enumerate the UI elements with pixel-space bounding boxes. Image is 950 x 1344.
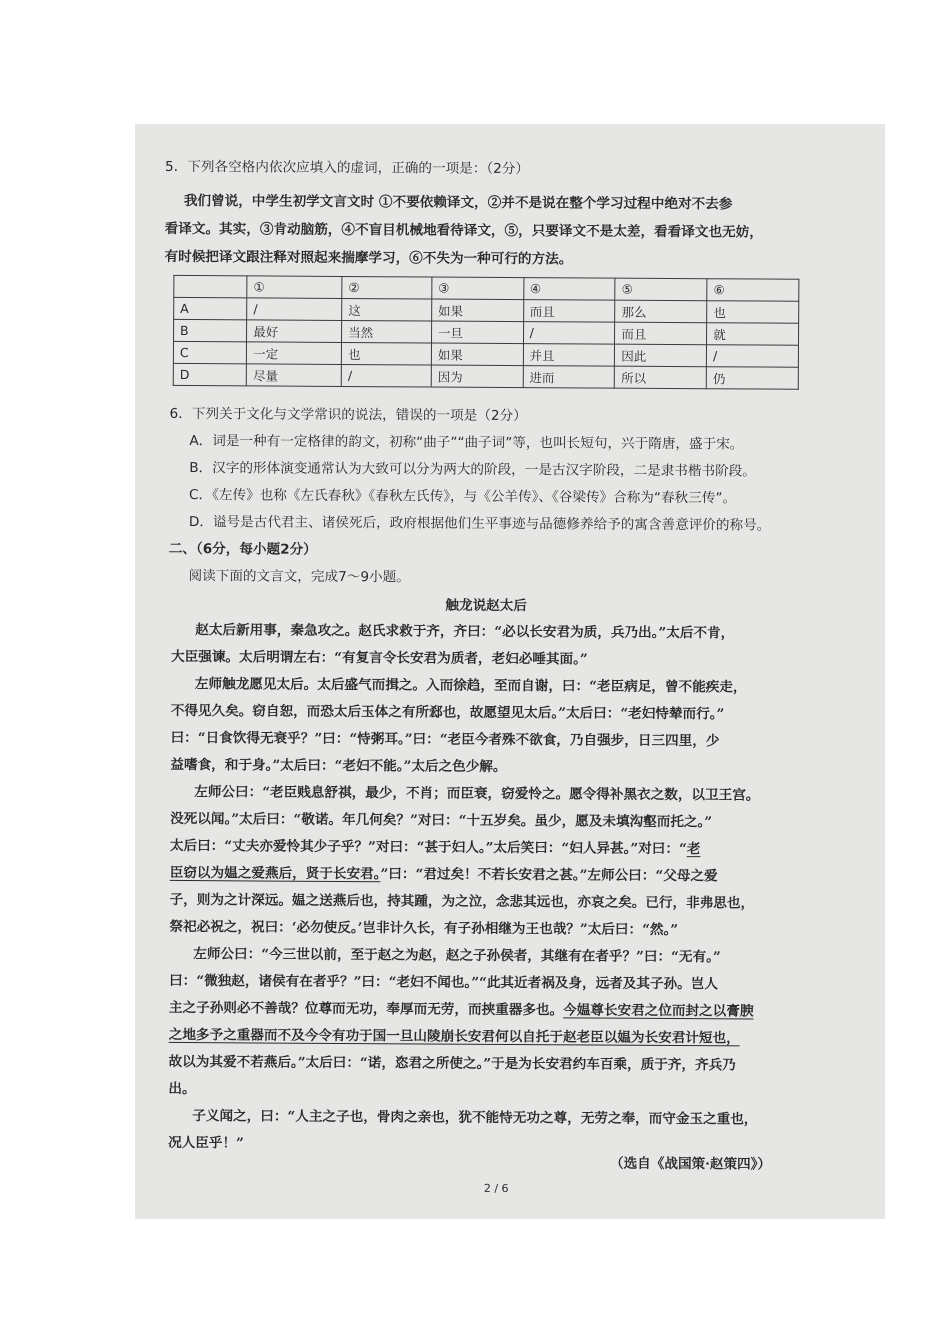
table-cell: 这 (342, 298, 432, 321)
table-cell: 也 (707, 301, 799, 324)
passage-line: 左师触龙愿见太后。太后盛气而揖之。入而徐趋，至而自谢，曰：“老臣病足，曾不能疾走， (194, 676, 747, 696)
q6-option-d: D．谥号是古代君主、诸侯死后，政府根据他们生平事迹与品德修养给予的寓含善意评价的称号。 (188, 514, 771, 534)
passage-line: 左师公曰：“老臣贱息舒祺，最少，不肖；而臣衰，窃爱怜之。愿令得补黑衣之数，以卫王宫。 (194, 784, 760, 804)
table-cell: 如果 (431, 299, 523, 322)
table-cell: ② (342, 276, 432, 299)
table-cell: ④ (523, 278, 615, 301)
passage-title: 触龙说赵太后 (445, 597, 528, 615)
table-cell: 进而 (523, 366, 615, 389)
q5-passage-line-1: 我们曾说，中学生初学文言文时 ①不要依赖译文，②并不是说在整个学习过程中绝对不去参 (183, 192, 733, 213)
passage-line: 益嗜食，和于身。”太后曰：“老妇不能。”太后之色少解。 (170, 756, 507, 775)
underlined-sentence: 之地多予之重器而不及今令有功于国一旦山陵崩长安君何以自托于赵老臣以媪为长安君计短也， (168, 1026, 740, 1047)
table-cell: 而且 (615, 322, 707, 345)
table-cell: / (707, 345, 799, 368)
q5-passage-line-2: 看译文。其实，③肯动脑筋，④不盲目机械地看待译文，⑤，只要译文不是太差，看看译文也无妨， (164, 220, 763, 241)
passage-line: 子义闻之，曰：“人主之子也，骨肉之亲也，犹不能恃无功之尊，无劳之奉，而守金玉之重也， (192, 1108, 758, 1128)
passage-line: 子，则为之计深远。媪之送燕后也，持其踵，为之泣，念悲其远也，亦哀之矣。已行，非弗思也， (169, 891, 755, 912)
underlined-sentence: 臣窃以为媪之爱燕后，贤于长安君。 (169, 864, 381, 883)
passage-line (170, 837, 701, 858)
passage-line: 没死以闻。”太后曰：“敬诺。年几何矣？”对曰：“十五岁矣。虽少，愿及未填沟壑而托之。” (170, 810, 713, 831)
passage-line: 况人臣乎！” (168, 1134, 244, 1152)
table-cell: 而且 (523, 300, 615, 323)
scanned-page-photo (135, 124, 885, 1219)
table-row (173, 363, 798, 389)
table-cell: 尽量 (246, 364, 341, 387)
q6-option-a: A．词是一种有一定格律的韵文，初称“曲子”“曲子词”等，也叫长短句，兴于隋唐，盛于宋。 (189, 433, 744, 453)
passage-line: 左师公曰：“今三世以前，至于赵之为赵，赵之子孙侯者，其继有在者乎？”曰：“无有。” (193, 946, 721, 966)
q6-option-c: C．《左传》也称《左氏春秋》《春秋左氏传》，与《公羊传》、《谷梁传》合称为“春秋三传”。 (189, 487, 737, 507)
table-cell: 仍 (706, 367, 798, 390)
table-cell: A (174, 297, 247, 319)
page-number: 2 / 6 (483, 1181, 509, 1196)
q6-option-b: B．汉字的形体演变通常认为大致可以分为两大的阶段，一是古汉字阶段，二是隶书楷书阶段。 (189, 460, 756, 480)
table-cell: / (523, 322, 615, 345)
q6-stem: 6．下列关于文化与文学常识的说法，错误的一项是（2分） (169, 405, 527, 425)
table-cell (174, 275, 247, 297)
passage-line: 故以为其爱不若燕后。”太后曰：“诺，恣君之所使之。”于是为长安君约车百乘，质于齐，齐兵乃 (168, 1053, 736, 1074)
exam-sheet (135, 124, 885, 1219)
table-cell: C (173, 341, 246, 363)
passage-line (170, 864, 718, 885)
passage-source: （选自《战国策·赵策四》） (609, 1155, 772, 1173)
underlined-sentence: 今媪尊长安君之位而封之以膏腴 (563, 1002, 754, 1020)
table-cell: 一定 (247, 342, 342, 365)
table-cell: 那么 (615, 300, 707, 323)
table-cell: ⑤ (615, 278, 707, 301)
passage-line: 赵太后新用事，秦急攻之。赵氏求救于齐，齐曰：“必以长安君为质，兵乃出。”太后不肯， (195, 622, 735, 642)
table-cell: / (341, 364, 431, 387)
section-2-instruction: 阅读下面的文言文，完成7～9小题。 (188, 568, 410, 586)
passage-text: ”曰：“君过矣！不若长安君之甚。”左师公曰：“父母之爱 (380, 866, 718, 885)
table-cell: / (247, 298, 342, 321)
passage-line: 祭祀必祝之，祝曰：‘必勿使反。’岂非计久长，有子孙相继为王也哉？”太后曰：“然。” (169, 918, 679, 939)
table-cell: 所以 (615, 366, 707, 389)
passage-line: 出。 (168, 1080, 196, 1098)
table-cell: 也 (341, 342, 431, 365)
passage-line: 不得见久矣。窃自恕，而恐太后玉体之有所郄也，故愿望见太后。”太后曰：“老妇恃辇而行。” (170, 702, 725, 723)
table-cell: 因为 (431, 365, 523, 388)
underlined-sentence: 老 (686, 841, 701, 858)
table-cell: D (173, 363, 246, 385)
q5-passage-line-3: 有时候把译文跟注释对照起来揣摩学习，⑥不失为一种可行的方法。 (164, 248, 573, 268)
table-cell: 就 (707, 323, 799, 346)
table-cell: 因此 (615, 344, 707, 367)
table-cell: ⑥ (707, 279, 799, 302)
table-cell: B (174, 319, 247, 341)
section-2-heading: 二、（6分，每小题2分） (168, 540, 317, 558)
passage-text: 太后曰：“丈夫亦爱怜其少子乎？”对曰：“甚于妇人。”太后笑曰：“妇人异甚。”对曰：“ (169, 837, 687, 858)
table-cell: 当然 (342, 320, 432, 343)
q5-stem: 5．下列各空格内依次应填入的虚词，正确的一项是：（2分） (165, 158, 530, 178)
table-cell: ① (247, 276, 342, 299)
table-cell: ③ (432, 277, 524, 300)
q5-options-table (173, 275, 800, 390)
table-cell: 如果 (431, 343, 523, 366)
passage-text: 主之子孙则必不善哉？位尊而无功，奉厚而无劳，而挟重器多也。 (168, 999, 564, 1019)
passage-line: 曰：“微独赵，诸侯有在者乎？”曰：“老妇不闻也。”“此其近者祸及身，远者及其子孙。岂人 (169, 972, 719, 993)
passage-line (169, 999, 754, 1021)
table-cell: 最好 (247, 320, 342, 343)
table-cell: 并且 (523, 344, 615, 367)
passage-line: 大臣强谏。太后明谓左右：“有复言令长安君为质者，老妇必唾其面。” (171, 648, 588, 668)
passage-line: 曰：“日食饮得无衰乎？”曰：“恃粥耳。”曰：“老臣今者殊不欲食，乃自强步，日三四里，少 (170, 729, 720, 750)
table-cell: 一旦 (431, 321, 523, 344)
